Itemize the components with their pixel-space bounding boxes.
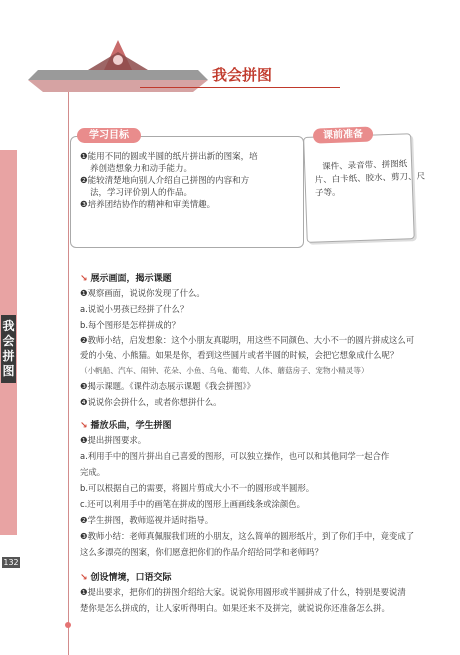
header-ornament-icon: [28, 40, 208, 92]
section1-line: b.每个图形是怎样拼成的？: [80, 320, 181, 330]
section1-line: 爱的小兔、小熊猫。如果是你，看到这些圆片或者半圆的时候，会把它想象成什么呢？: [80, 350, 399, 360]
section3-line: ❶提出要求，把你们的拼图介绍给大家。说说你用圆形或半圆拼成了什么，特别是要说清: [80, 587, 406, 597]
section2-line: ❶提出拼图要求。: [80, 435, 147, 445]
learning-goals-tag: 学习目标: [77, 128, 141, 143]
goal-line: ❶能用不同的圆或半圆的纸片拼出新的图案，培: [80, 152, 258, 162]
preparation-list: [314, 158, 426, 201]
section-heading-text: 展示画面，揭示课题: [90, 274, 172, 284]
section2-line: c.还可以利用手中的画笔在拼成的图形上画画线条或涂颜色。: [80, 499, 306, 509]
section-heading-1: [80, 271, 172, 284]
goal-line: 养创造想象力和动手能力。: [90, 164, 193, 174]
chapter-side-title: 我会拼图: [1, 315, 16, 383]
section1-line: ❶观察画面，说说你发现了什么。: [80, 288, 205, 298]
section1-line: ❷教师小结，启发想象：这个小朋友真聪明，用这些不同颜色、大小不一的圆片拼成这么可: [80, 335, 415, 345]
section3-line: 楚你是怎么拼成的，让人家听得明白。如果还来不及拼完，就说说你还准备怎么拼。: [80, 603, 390, 613]
section-heading-3: [80, 570, 172, 583]
section1-line: a.说说小男孩已经拼了什么？: [80, 304, 189, 314]
preparation-tag: 课前准备: [313, 127, 373, 144]
goal-line: ❷能较清楚地向别人介绍自己拼图的内容和方: [80, 176, 250, 186]
margin-dot: [65, 622, 71, 628]
section2-line: 完成。: [80, 467, 106, 477]
section1-line: ❸揭示课题。《课件动态展示课题《我会拼图》》: [80, 381, 255, 391]
section2-line: ❸教师小结：老师真佩服我们班的小朋友，这么简单的圆形纸片，到了你们手中，竟变成了: [80, 531, 415, 541]
prep-line: 片、白卡纸、胶水、剪刀、尺: [314, 171, 426, 186]
section2-line: a.利用手中的图片拼出自己喜爱的图形，可以独立操作，也可以和其他同学一起合作: [80, 451, 390, 461]
section-heading-text: 创设情境，口语交际: [90, 573, 172, 583]
section2-line: ❷学生拼图，教师巡视并适时指导。: [80, 515, 214, 525]
section-heading-2: [80, 418, 172, 431]
section1-line: ❹说说你会拼什么，或者你想拼什么。: [80, 397, 222, 407]
preparation-note: [303, 128, 426, 247]
margin-rule: [68, 70, 69, 655]
learning-goals-list: [80, 151, 258, 211]
arrow-icon: ↘: [80, 573, 88, 583]
section2-line: b.可以根据自己的需要，将圆片剪成大小不一的圆形或半圆形。: [80, 483, 315, 493]
section-heading-text: 播放乐曲，学生拼图: [90, 421, 172, 431]
arrow-icon: ↘: [80, 274, 88, 284]
prep-line: 子等。: [314, 187, 341, 199]
title-underline: [140, 87, 340, 88]
page-title: 我会拼图: [212, 66, 273, 84]
goal-line: 法，学习评价别人的作品。: [90, 188, 193, 198]
prep-line: 课件、录音带、拼图纸: [322, 159, 408, 173]
section1-line: （小帆船、汽车、闹钟、花朵、小鱼、乌龟、葡萄、人体、蘑菇房子、宠物小精灵等）: [80, 366, 369, 375]
goal-line: ❸培养团结协作的精神和审美情趣。: [80, 200, 216, 210]
page-number: 132: [3, 558, 19, 567]
section2-line: 这么多漂亮的图案，你们愿意把你们的作品介绍给同学和老师吗？: [80, 547, 323, 557]
arrow-icon: ↘: [80, 421, 88, 431]
